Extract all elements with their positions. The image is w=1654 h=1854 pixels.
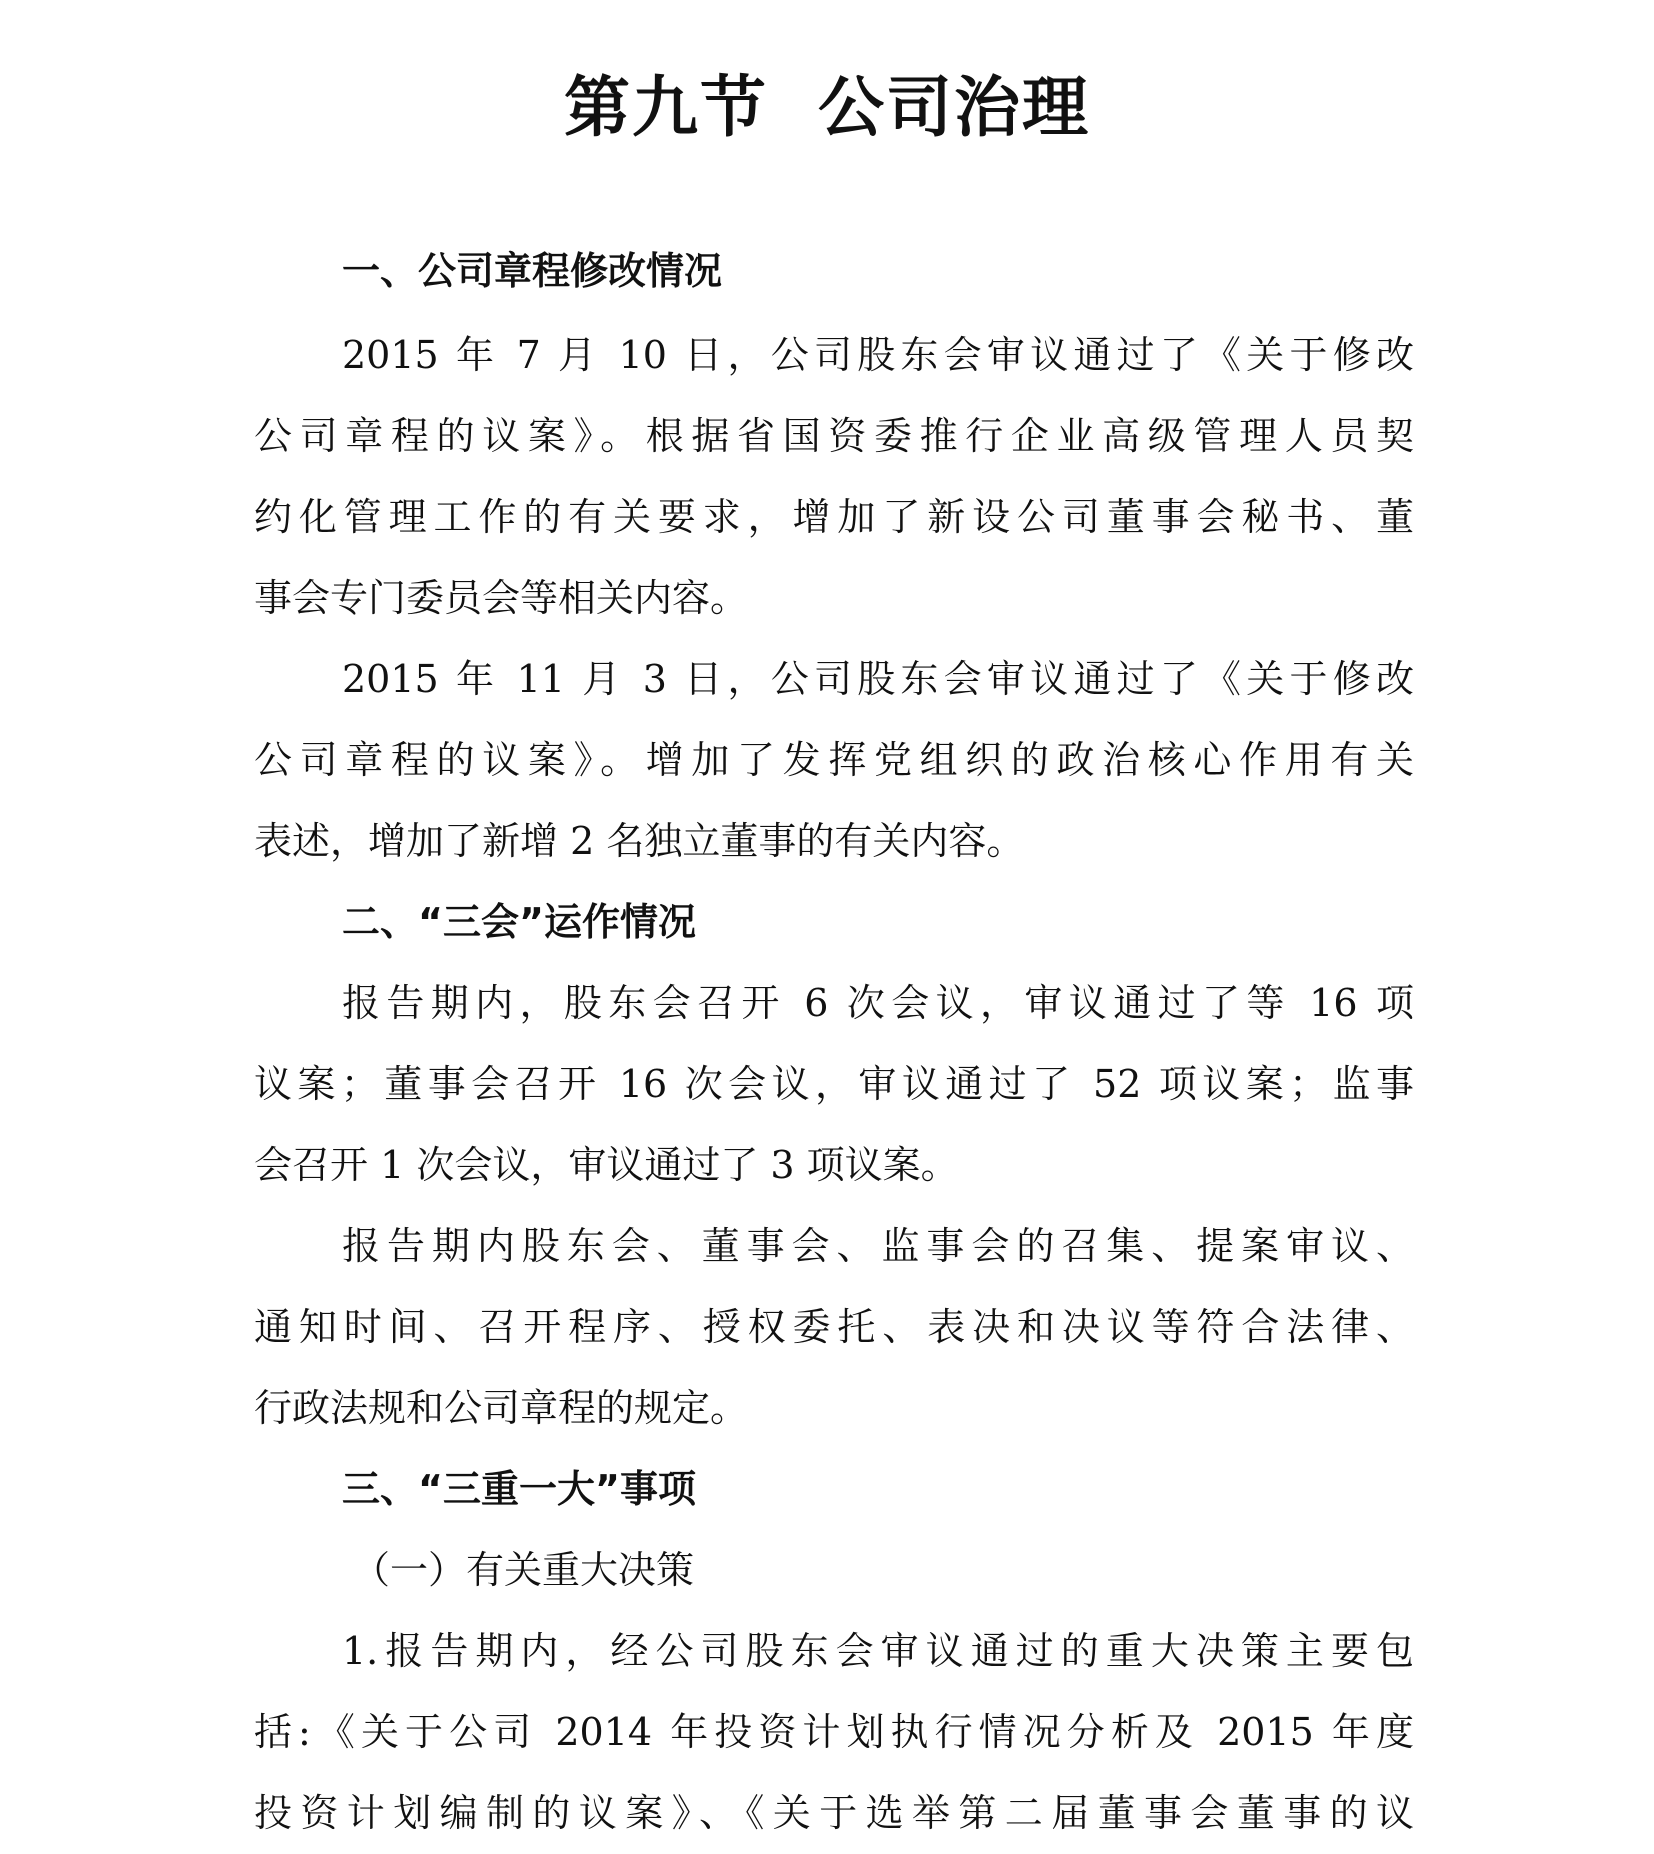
paragraph-line: 行政法规和公司章程的规定。: [254, 1386, 749, 1430]
paragraph-line: 报告期内股东会、董事会、监事会的召集、提案审议、: [342, 1224, 1414, 1268]
subsection-heading: （一）有关重大决策: [352, 1548, 695, 1592]
paragraph-line: 2015 年 11 月 3 日，公司股东会审议通过了《关于修改: [342, 657, 1414, 701]
paragraph-line: 公司章程的议案》。根据省国资委推行企业高级管理人员契: [254, 414, 1414, 458]
paragraph-line: 投资计划编制的议案》、《关于选举第二届董事会董事的议: [254, 1791, 1414, 1835]
section-heading-1: 一、公司章程修改情况: [342, 249, 723, 293]
paragraph-line: 事会专门委员会等相关内容。: [254, 576, 749, 620]
section-heading-3: 三、“三重一大”事项: [342, 1467, 696, 1511]
paragraph-line: 议案；董事会召开 16 次会议，审议通过了 52 项议案；监事: [254, 1062, 1414, 1106]
section-heading-2: 二、“三会”运作情况: [342, 900, 696, 944]
paragraph-line: 约化管理工作的有关要求，增加了新设公司董事会秘书、董: [254, 495, 1414, 539]
paragraph-line: 会召开 1 次会议，审议通过了 3 项议案。: [254, 1143, 959, 1187]
page-title: 第九节 公司治理: [564, 68, 1090, 146]
paragraph-line: 1.报告期内，经公司股东会审议通过的重大决策主要包: [342, 1629, 1414, 1673]
paragraph-line: 2015 年 7 月 10 日，公司股东会审议通过了《关于修改: [342, 333, 1414, 377]
paragraph-line: 公司章程的议案》。增加了发挥党组织的政治核心作用有关: [254, 738, 1414, 782]
paragraph-line: 括:《关于公司 2014 年投资计划执行情况分析及 2015 年度: [254, 1710, 1414, 1754]
paragraph-line: 表述，增加了新增 2 名独立董事的有关内容。: [254, 819, 1025, 863]
paragraph-line: 通知时间、召开程序、授权委托、表决和决议等符合法律、: [254, 1305, 1414, 1349]
paragraph-line: 报告期内，股东会召开 6 次会议，审议通过了等 16 项: [342, 981, 1414, 1025]
